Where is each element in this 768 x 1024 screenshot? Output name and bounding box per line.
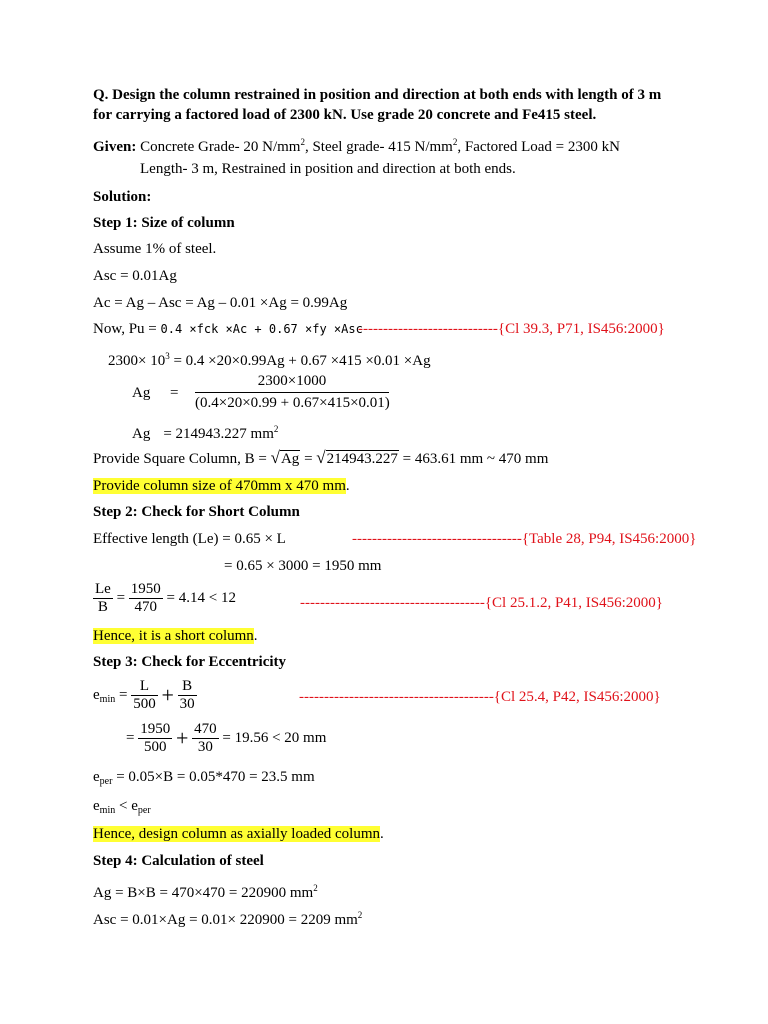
ag-numerator: 2300×1000 [257, 373, 327, 389]
step1-substitution: $2300\times 10^3 = 0.4 \times 20\times 0.99Ag + 0.67 \times 415 \times 0.01 \times Ag$ [108, 351, 431, 369]
given-steel: , Steel grade- 415 N/mm [304, 139, 453, 155]
emin-vs-eper: $e_{min} < e_{per}$ [93, 798, 151, 816]
sqrt-icon: √ [270, 448, 280, 467]
given-load: , Factored Load = 2300 kN [457, 139, 620, 155]
step1-assume: Assume 1% of steel. [93, 241, 217, 257]
step1-title: Step 1: Size of column [93, 215, 235, 231]
ag-denominator: (0.4×20×0.99 + 0.67×415×0.01) [195, 395, 390, 411]
step4-title: Step 4: Calculation of steel [93, 853, 264, 869]
emin-formula: $e_{min}$ = $\frac{L}{500}$ + $\frac{B}{30}$ [93, 678, 195, 712]
step2-effective-length: Effective length (Le) = 0.65 × L [93, 531, 286, 547]
step4-asc: Asc = 0.01×Ag = 0.01× 220900 = 2209 $mm^2$ [93, 910, 363, 928]
axial-load-line: Hence, design column as axially loaded column. [93, 826, 384, 842]
given-length: Length- 3 m, Restrained in position and direction at both ends. [140, 161, 516, 177]
step1-ac: Ac = Ag – Asc = Ag – 0.01 ×Ag = 0.99Ag [93, 295, 348, 311]
step4-ag: Ag = B×B = 470×470 = 220900 $mm^2$ [93, 883, 318, 901]
column-size-line: Provide column size of 470mm x 470 mm. [93, 478, 350, 494]
slenderness-ratio: $\frac{Le}{B}$ = $\frac{1950}{470}$ = 4.14 < 12 [95, 581, 236, 615]
question-line-2: for carrying a factored load of 2300 kN. Use grade 20 concrete and Fe415 steel. [93, 107, 597, 123]
le-over-b-fraction: $\frac{Le}{B}$ [95, 581, 111, 615]
step1-pu-line: Now, Pu = 0.4 ×fck ×Ac + 0.67 ×fy ×Asc [93, 321, 363, 337]
question-line-1: Q. Design the column restrained in position and direction at both ends with length of 3 m [93, 87, 662, 103]
plus-icon: + [175, 725, 189, 751]
step3-reference: ---------------------------------------{Cl 25.4, P42, IS456:2000} [299, 689, 661, 705]
ag-label: Ag [132, 385, 151, 401]
step2-le-reference: ----------------------------------{Table 28, P94, IS456:2000} [352, 531, 697, 547]
axial-load-highlight: Hence, design column as axially loaded column [93, 826, 380, 842]
square-column-line: Provide Square Column, B = √Ag = √214943.227 = 463.61 mm ~ 470 mm [93, 448, 549, 467]
step1-pu-reference: ----------------------------{Cl 39.3, P71, IS456:2000} [358, 321, 665, 337]
value-fraction: $\frac{1950}{470}$ [130, 581, 161, 615]
ag-equals: = [170, 385, 179, 401]
solution-label: Solution: [93, 189, 152, 205]
step2-le-value: = 0.65 × 3000 = 1950 mm [224, 558, 382, 574]
ag-fraction-bar [195, 392, 389, 393]
step2-ratio-reference: -------------------------------------{Cl 25.1.2, P41, IS456:2000} [300, 595, 663, 611]
short-column-line: Hence, it is a short column. [93, 628, 258, 644]
step3-title: Step 3: Check for Eccentricity [93, 654, 287, 670]
sqrt-icon: √ [316, 448, 326, 467]
column-size-highlight: Provide column size of 470mm x 470 mm [93, 478, 346, 494]
ag-value-line: Ag = 214943.227 $mm^2$ [132, 424, 279, 442]
plus-icon: + [161, 682, 174, 708]
step2-title: Step 2: Check for Short Column [93, 504, 300, 520]
given-label: Given: [93, 139, 137, 155]
step1-asc: Asc = 0.01Ag [93, 268, 177, 284]
short-column-highlight: Hence, it is a short column [93, 628, 254, 644]
given-concrete: Concrete Grade- 20 N/mm [140, 139, 301, 155]
eper-line: $e_{per} = 0.05\times B = 0.05*470 = 23.5$ mm [93, 769, 315, 787]
emin-calculation: = $\frac{1950}{500}$ + $\frac{470}{30}$ = 19.56 < 20 mm [126, 721, 327, 755]
pu-formula: 0.4 ×fck ×Ac + 0.67 ×fy ×Asc [160, 322, 363, 336]
given-line: Given: Concrete Grade- 20 $N/mm^2$, Steel grade- 415 $N/mm^2$, Factored Load = 2300 kN [93, 137, 620, 155]
